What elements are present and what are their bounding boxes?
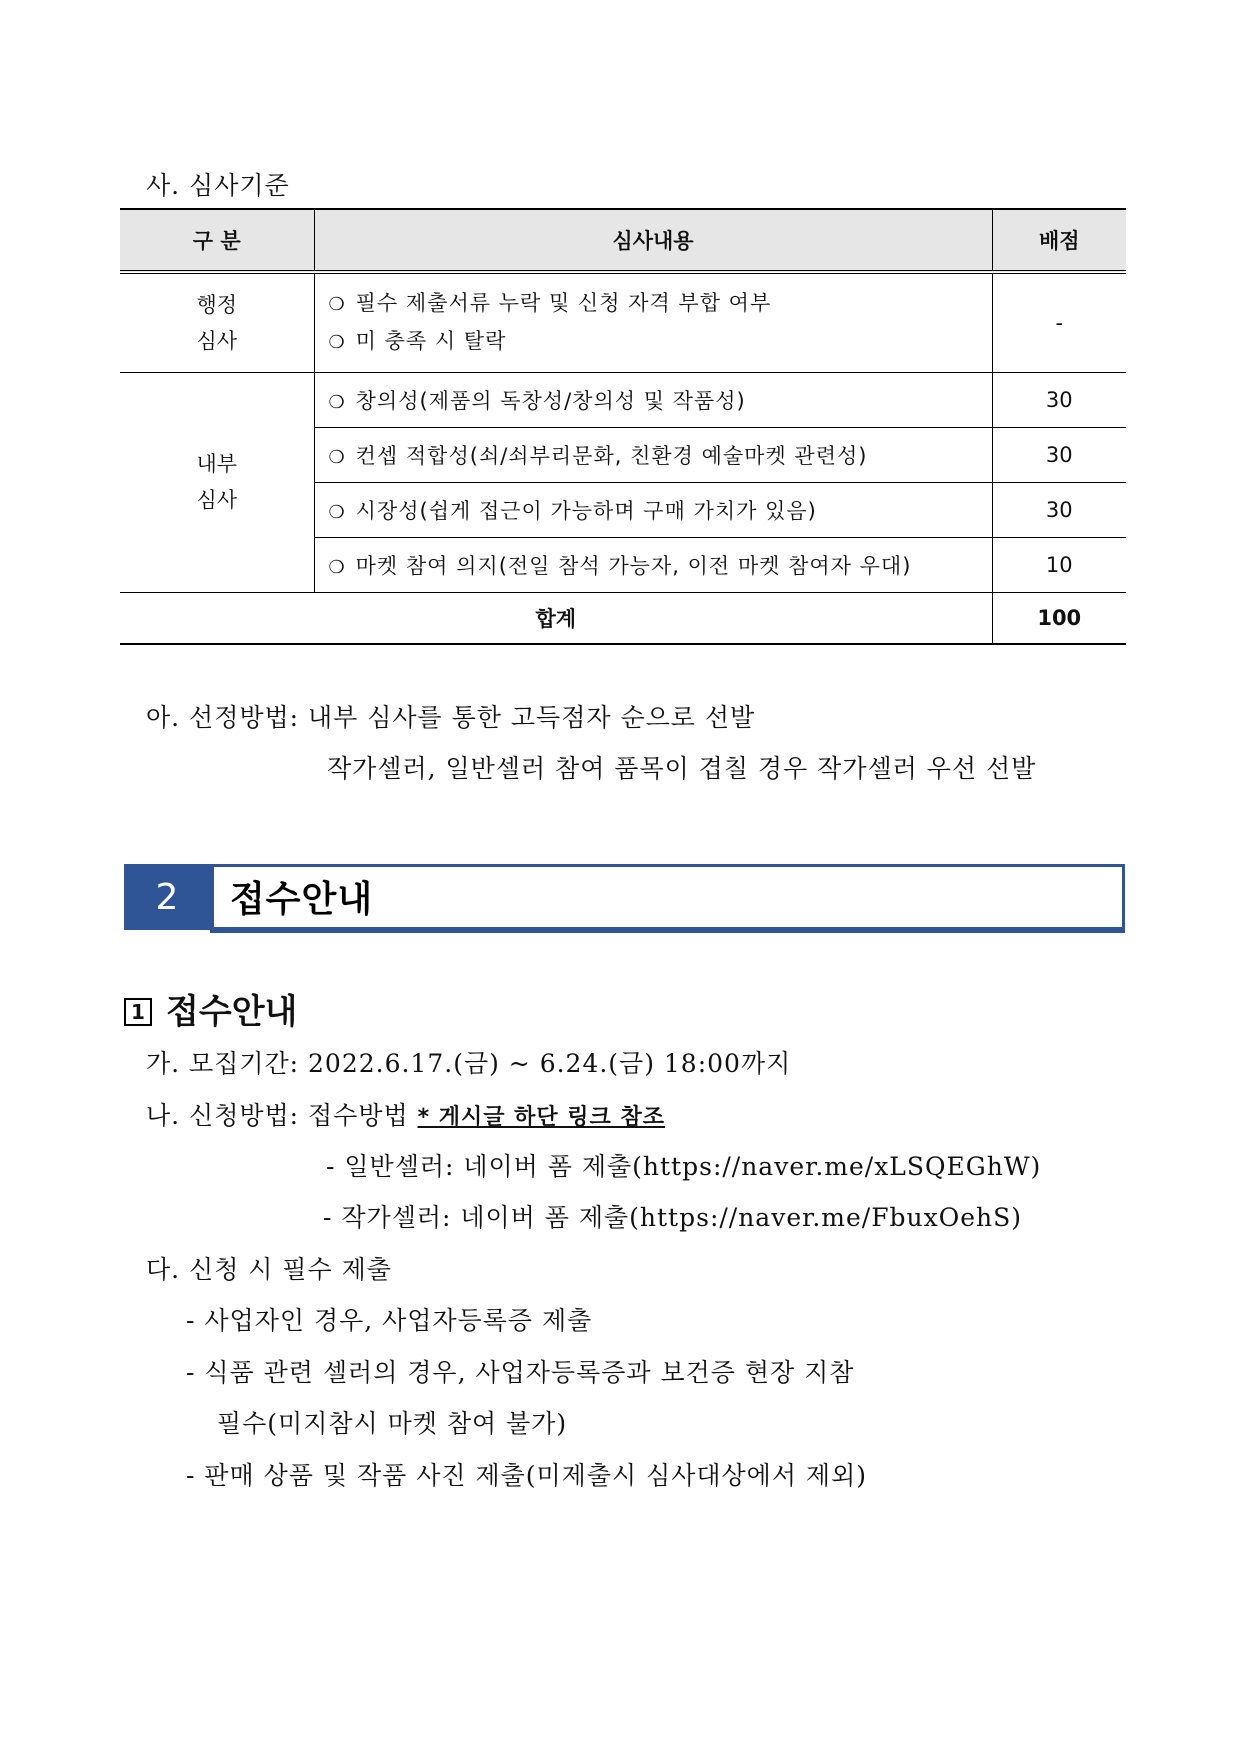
header-category: 구 분	[120, 209, 314, 272]
da-item2-cont: 필수(미지참시 마켓 참여 불가)	[217, 1409, 568, 1438]
da-item2: - 식품 관련 셀러의 경우, 사업자등록증과 보건증 현장 지참	[186, 1358, 855, 1387]
na-sub1: - 일반셀러: 네이버 폼 제출(https://naver.me/xLSQEGhW)	[326, 1152, 1042, 1181]
section-number: 2	[124, 864, 210, 930]
circle-bullet-icon: ❍	[328, 331, 346, 353]
internal-item: ❍ 컨셉 적합성(쇠/쇠부리문화, 친환경 예술마켓 관련성)	[314, 427, 992, 482]
total-score: 100	[992, 592, 1126, 644]
internal-item: ❍ 창의성(제품의 독창성/창의성 및 작품성)	[314, 372, 992, 427]
section-sa-label: 사. 심사기준	[146, 171, 290, 200]
total-label: 합계	[120, 592, 992, 644]
header-score: 배점	[992, 209, 1126, 272]
da-item1: - 사업자인 경우, 사업자등록증 제출	[186, 1306, 593, 1335]
table-row-admin	[120, 272, 1126, 372]
internal-score: 30	[992, 482, 1126, 537]
ga-line: 가. 모집기간: 2022.6.17.(금) ~ 6.24.(금) 18:00까지	[146, 1049, 792, 1078]
internal-score: 30	[992, 427, 1126, 482]
boxed-number: 1	[124, 998, 152, 1026]
list-item: ❍ 필수 제출서류 누락 및 신청 자격 부합 여부	[328, 290, 772, 315]
section-2-header	[124, 864, 1124, 930]
circle-bullet-icon: ❍	[328, 293, 346, 315]
section-title-box	[210, 864, 1125, 930]
list-item: ❍ 미 충족 시 탈락	[328, 328, 507, 353]
circle-bullet-icon: ❍	[328, 501, 346, 523]
internal-item: ❍ 마켓 참여 의지(전일 참석 가능자, 이전 마켓 참여자 우대)	[314, 537, 992, 592]
na-prefix: 나. 신청방법: 접수방법	[146, 1101, 418, 1130]
da-item3: - 판매 상품 및 작품 사진 제출(미제출시 심사대상에서 제외)	[186, 1461, 867, 1490]
na-line	[146, 1096, 665, 1132]
header-content: 심사내용	[314, 209, 992, 272]
circle-bullet-icon: ❍	[328, 556, 346, 578]
da-title: 다. 신청 시 필수 제출	[146, 1255, 392, 1284]
na-sub2: - 작가셀러: 네이버 폼 제출(https://naver.me/FbuxOehS)	[323, 1203, 1023, 1232]
category-admin: 행정 심사	[196, 292, 238, 353]
table-row-total	[120, 592, 1126, 644]
na-emphasis: * 게시글 하단 링크 참조	[417, 1105, 665, 1130]
table-row	[120, 372, 1126, 427]
category-internal: 내부 심사	[120, 372, 314, 592]
circle-bullet-icon: ❍	[328, 391, 346, 413]
internal-score: 30	[992, 372, 1126, 427]
table-header-row	[120, 209, 1126, 272]
subsection-title: 접수안내	[166, 992, 298, 1032]
internal-score: 10	[992, 537, 1126, 592]
score-admin: -	[992, 272, 1126, 372]
section-a-line2: 작가셀러, 일반셀러 참여 품목이 겹칠 경우 작가셀러 우선 선발	[327, 754, 1037, 783]
internal-item: ❍ 시장성(쉽게 접근이 가능하며 구매 가치가 있음)	[314, 482, 992, 537]
admin-items	[314, 272, 992, 372]
criteria-table	[120, 208, 1126, 645]
section-a-line1: 아. 선정방법: 내부 심사를 통한 고득점자 순으로 선발	[146, 703, 756, 732]
section-title: 접수안내	[230, 879, 374, 920]
subsection-heading	[124, 984, 297, 1033]
circle-bullet-icon: ❍	[328, 446, 346, 468]
